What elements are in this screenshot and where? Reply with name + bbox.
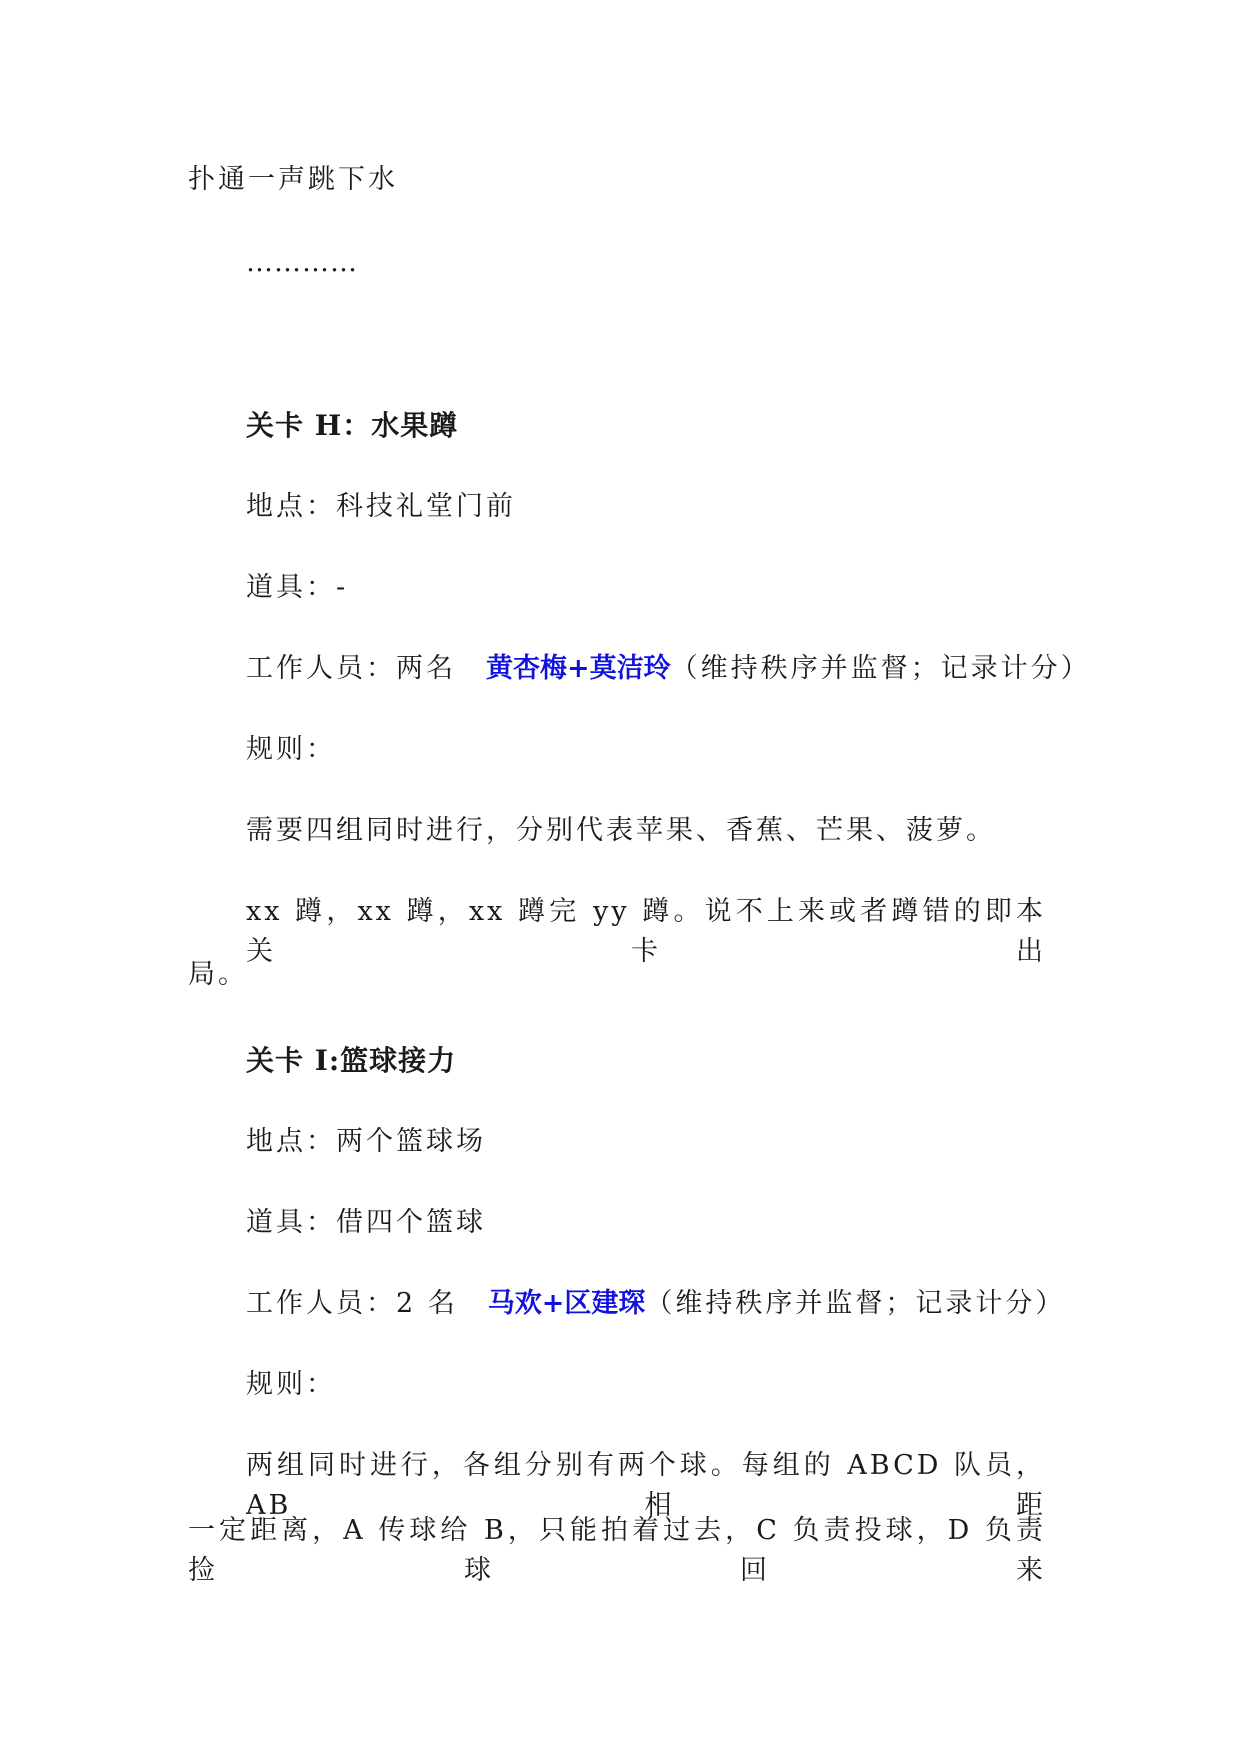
h-staff-prefix: 工作人员：两名 [246,653,486,684]
i-rule-1a: 两组同时进行，各组分别有两个球。每组的 ABCD 队员，AB 相距 [246,1450,1046,1521]
h-rule-2a: xx 蹲，xx 蹲，xx 蹲完 yy 蹲。说不上来或者蹲错的即本关卡出 [246,896,1046,967]
i-rules-label: 规则： [246,1369,336,1400]
ellipsis-line: ………… [246,247,358,278]
h-staff [246,649,1091,689]
i-props: 道具：借四个篮球 [246,1207,486,1238]
i-location: 地点：两个篮球场 [246,1126,486,1157]
i-staff-suffix: （维持秩序并监督；记录计分） [645,1288,1066,1319]
i-staff [246,1284,1065,1324]
h-rule-2b: 局。 [188,959,248,990]
i-staff-names: 马欢+区建琛 [487,1288,646,1319]
text-line: 扑通一声跳下水 [188,164,398,195]
h-rule-1: 需要四组同时进行，分别代表苹果、香蕉、芒果、菠萝。 [246,815,996,846]
h-rules-label: 规则： [246,734,336,765]
i-staff-prefix: 工作人员：2 名 [246,1288,488,1319]
h-staff-names: 黄杏梅+莫洁玲 [486,653,671,684]
h-props: 道具：- [246,572,349,603]
h-staff-suffix: （维持秩序并监督；记录计分） [670,653,1091,684]
h-location: 地点：科技礼堂门前 [246,491,516,522]
section-title-i: 关卡 I:篮球接力 [246,1044,457,1077]
i-rule-1b: 一定距离，A 传球给 B，只能拍着过去，C 负责投球，D 负责捡球回来 [188,1515,1046,1586]
section-title-h: 关卡 H：水果蹲 [246,409,459,442]
